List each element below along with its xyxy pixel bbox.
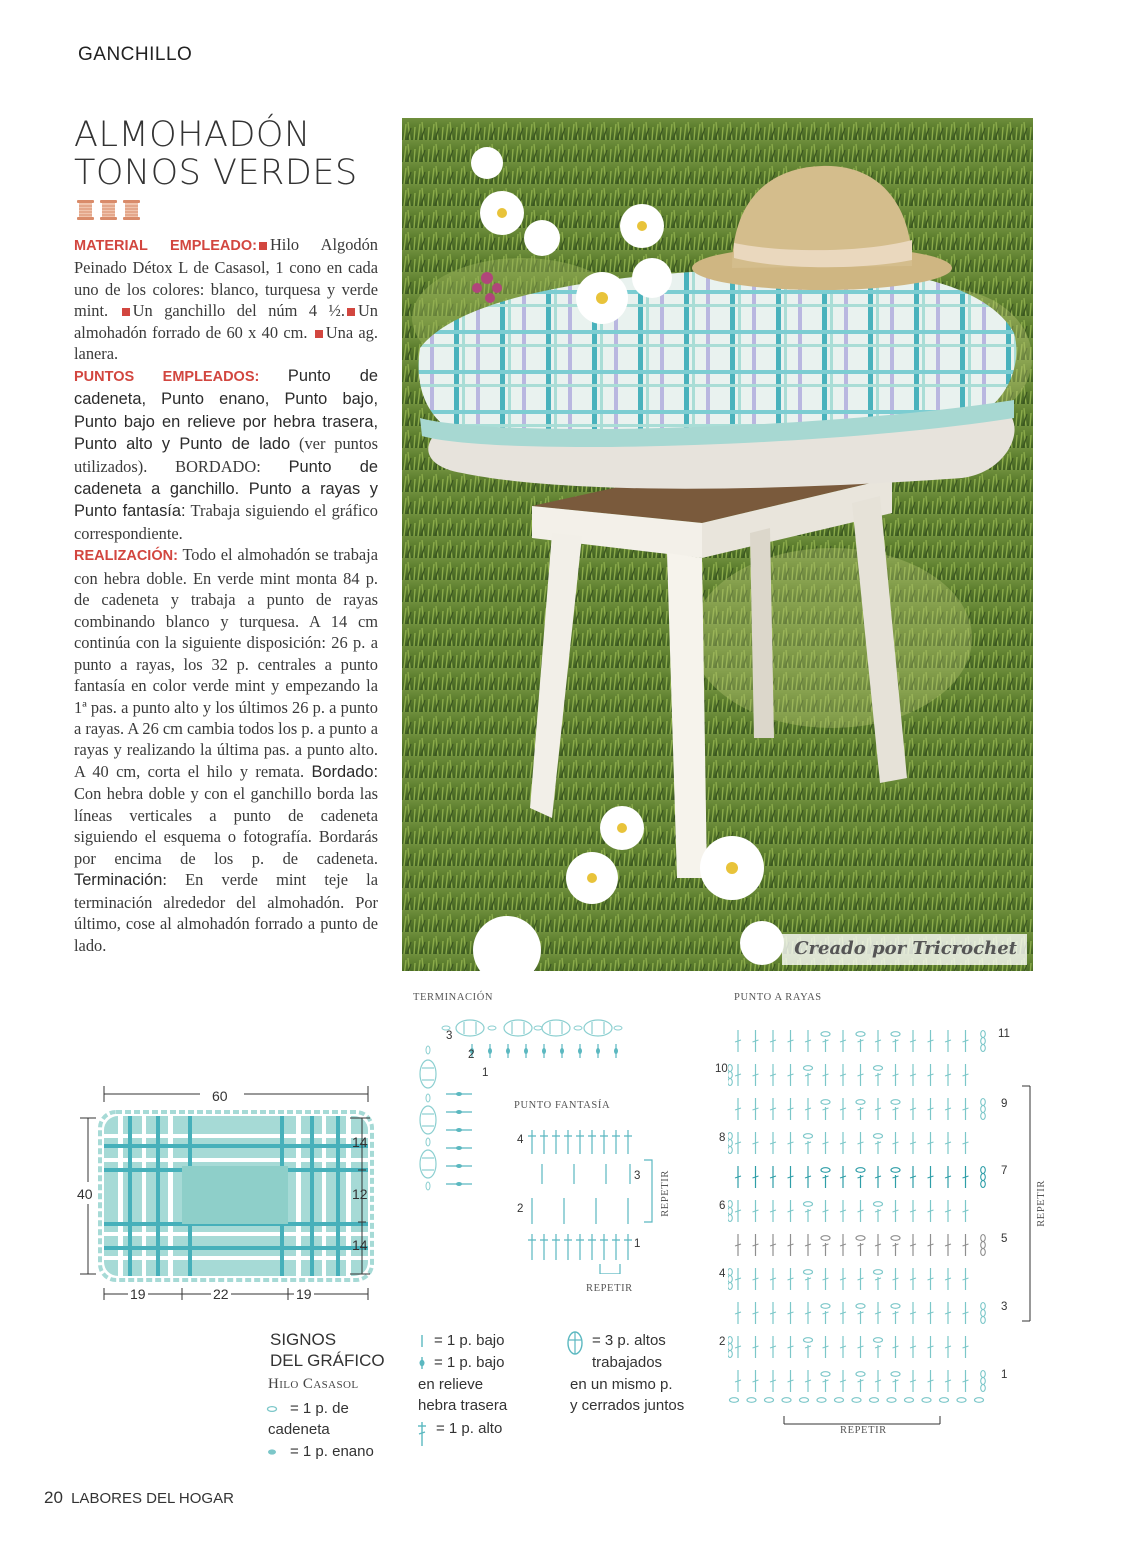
chain-stitch-mark [804, 1202, 813, 1207]
material-label: MATERIAL EMPLEADO: [74, 238, 257, 254]
puntos-list: Punto de cadeneta, Punto enano, Punto bajo, Punto bajo en relieve por hebra trasera, Punto alto y Punto de lado [74, 366, 378, 454]
fantasia-chart [526, 1124, 676, 1274]
turning-chain-mark [981, 1106, 986, 1113]
turning-chain-mark [981, 1378, 986, 1385]
thread-spool-icon [122, 199, 141, 221]
legend-title-line-2: DEL GRÁFICO [270, 1351, 385, 1370]
cluster-stitch-icon [566, 1330, 584, 1356]
foundation-chain-mark [975, 1398, 984, 1403]
chain-stitch-mark [821, 1032, 830, 1037]
legend-cadeneta: = 1 p. de [290, 1400, 349, 1417]
turning-chain-mark [728, 1276, 732, 1283]
chain-stitch-mark [874, 1134, 883, 1139]
chain-stitch-mark [821, 1100, 830, 1105]
title-line-2: TONOS VERDES [74, 153, 358, 193]
schema-right-dim-1: 14 [352, 1134, 368, 1150]
photo-credit: Creado por Tricrochet [782, 934, 1027, 965]
chain-stitch-mark [856, 1168, 865, 1173]
page-footer [44, 1488, 234, 1508]
terminacion-row-3: 3 [446, 1030, 453, 1042]
turning-chain-mark [981, 1235, 986, 1242]
turning-chain-mark [981, 1242, 986, 1249]
turning-chain-mark [981, 1371, 986, 1378]
rayas-row-4: 4 [719, 1268, 726, 1280]
chain-stitch-mark [821, 1168, 830, 1173]
turning-chain-mark [728, 1065, 732, 1072]
rayas-chart [728, 1016, 1048, 1436]
legend-alto: = 1 p. alto [436, 1420, 503, 1437]
turning-chain-mark [728, 1072, 732, 1079]
schema-right-dim-2: 12 [352, 1186, 368, 1202]
page-title [74, 116, 394, 192]
turning-chain-mark [981, 1174, 986, 1181]
legend-tres-altos: = 3 p. altos [592, 1332, 666, 1349]
turning-chain-mark [728, 1201, 732, 1208]
turning-chain-mark [981, 1113, 986, 1120]
chain-stitch-mark [891, 1100, 900, 1105]
turning-chain-mark [728, 1337, 732, 1344]
product-photo [402, 118, 1033, 971]
fantasia-row-4: 4 [517, 1134, 524, 1146]
fantasia-row-3: 3 [634, 1170, 641, 1182]
turning-chain-mark [981, 1038, 986, 1045]
rayas-row-6: 6 [719, 1200, 726, 1212]
legend-tres-altos-2: trabajados [592, 1354, 663, 1371]
foundation-chain-mark [957, 1398, 966, 1403]
fantasia-repeat-vertical: REPETIR [660, 1170, 671, 1217]
material-paragraph [74, 234, 378, 365]
turning-chain-mark [981, 1167, 986, 1174]
legend-tres-altos-4: y cerrados juntos [570, 1397, 685, 1414]
bullet-icon [347, 308, 355, 316]
foundation-chain-mark [835, 1398, 844, 1403]
realizacion-paragraph [74, 544, 378, 956]
legend-enano: = 1 p. enano [290, 1443, 374, 1460]
material-item-2: Un ganchillo del núm 4 ½. [132, 301, 345, 321]
terminacion-row-2: 2 [468, 1049, 475, 1061]
terminacion-row-1: 1 [482, 1067, 489, 1079]
fantasia-repeat-horizontal: REPETIR [586, 1283, 633, 1294]
chain-stitch-icon [266, 1405, 278, 1413]
schema-right-dim-3: 14 [352, 1237, 368, 1253]
thread-spool-icon [76, 199, 95, 221]
legend-title-line-1: SIGNOS [270, 1330, 337, 1349]
turning-chain-mark [981, 1181, 986, 1188]
rayas-row-2: 2 [719, 1336, 726, 1348]
single-crochet-icon [418, 1333, 426, 1349]
section-label: GANCHILLO [78, 44, 193, 65]
turning-chain-mark [728, 1283, 732, 1290]
bullet-icon [315, 330, 323, 338]
turning-chain-mark [981, 1031, 986, 1038]
turning-chain-mark [728, 1133, 732, 1140]
chain-stitch-mark [821, 1236, 830, 1241]
chain-stitch-mark [804, 1134, 813, 1139]
terminacion-inline-label: Terminación [74, 871, 163, 890]
instructions-text [74, 234, 378, 956]
foundation-chain-mark [800, 1398, 809, 1403]
chain-stitch-mark [891, 1236, 900, 1241]
realizacion-label: REALIZACIÓN: [74, 548, 178, 565]
rayas-repeat-vertical: REPETIR [1036, 1180, 1047, 1227]
chain-stitch-mark [874, 1066, 883, 1071]
fantasia-row-1: 1 [634, 1238, 641, 1250]
rayas-repeat-horizontal: REPETIR [840, 1425, 887, 1436]
chain-stitch-mark [856, 1372, 865, 1377]
foundation-chain-mark [817, 1398, 826, 1403]
material-item-3: Un almohadón forrado de 60 x 40 cm. [74, 301, 378, 342]
legend-bajo: = 1 p. bajo [434, 1332, 505, 1349]
chain-stitch-mark [891, 1168, 900, 1173]
chain-stitch-mark [856, 1304, 865, 1309]
rayas-chart-title: PUNTO A RAYAS [734, 992, 822, 1003]
puntos-note: (ver puntos utilizados). [74, 434, 378, 476]
turning-chain-mark [981, 1099, 986, 1106]
bordado-list: Punto de cadeneta a ganchillo. Punto a rayas y Punto fantasía: [74, 457, 378, 521]
fantasia-chart-title: PUNTO FANTASÍA [514, 1100, 611, 1111]
rayas-row-1: 1 [1001, 1369, 1008, 1381]
turning-chain-mark [728, 1351, 732, 1358]
turning-chain-mark [728, 1079, 732, 1086]
turning-chain-mark [981, 1317, 986, 1324]
material-item-1: Hilo Algodón Peinado Détox L de Casasol, 1 cono en cada uno de los colores: blanco, turquesa y verde mint. [74, 235, 378, 321]
turning-chain-mark [728, 1344, 732, 1351]
chain-stitch-mark [856, 1236, 865, 1241]
rayas-row-5: 5 [1001, 1233, 1008, 1245]
rayas-row-11: 11 [998, 1028, 1010, 1040]
legend-subtitle: Hilo Casasol [268, 1376, 359, 1392]
foundation-chain-mark [905, 1398, 914, 1403]
chain-stitch-mark [856, 1100, 865, 1105]
realizacion-text-1: Todo el almohadón se trabaja con hebra doble. En verde mint monta 84 p. de cadeneta y trabaja a punto de rayas combinando blanco y turquesa. A 14 cm continúa con la siguiente disposición: 26 p. a punto a rayas, los 32 p. centrales a punto fantasía en color verde mint y empezando la 1ª pas. a punto alto y los últimos 26 p. a punto a rayas. A 26 cm cambia todos los p. a punto a rayas y realizando la última pas. a punto alto. A 40 cm, corta el hilo y remata. [74, 545, 378, 781]
realizacion-text-3: : En verde mint teje la terminación alrededor del almohadón. Por último, cose al almohadón forrado a punto de lado. [74, 870, 378, 955]
turning-chain-mark [981, 1310, 986, 1317]
rayas-row-8: 8 [719, 1132, 726, 1144]
schema-bottom-dim-2: 22 [213, 1286, 229, 1302]
rayas-row-7: 7 [1001, 1165, 1008, 1177]
foundation-chain-mark [852, 1398, 861, 1403]
cushion-on-stool-illustration [402, 118, 1033, 971]
turning-chain-mark [728, 1208, 732, 1215]
legend-tres-altos-3: en un mismo p. [570, 1376, 673, 1393]
legend-cadeneta-2: cadeneta [268, 1421, 330, 1438]
bullet-icon [259, 242, 267, 250]
foundation-chain-mark [747, 1398, 756, 1403]
thread-spool-icon [99, 199, 118, 221]
turning-chain-mark [728, 1269, 732, 1276]
foundation-chain-mark [765, 1398, 774, 1403]
chain-stitch-mark [804, 1338, 813, 1343]
foundation-chain-mark [940, 1398, 949, 1403]
turning-chain-mark [981, 1249, 986, 1256]
page-number: 20 [44, 1488, 63, 1507]
turning-chain-mark [728, 1215, 732, 1222]
bullet-icon [122, 308, 130, 316]
legend-bajo-relieve-2: en relieve [418, 1376, 484, 1393]
turning-chain-mark [981, 1045, 986, 1052]
rayas-row-3: 3 [1001, 1301, 1008, 1313]
title-line-1: ALMOHADÓN [74, 115, 311, 155]
turning-chain-mark [981, 1303, 986, 1310]
chain-stitch-mark [804, 1270, 813, 1275]
chain-stitch-mark [874, 1270, 883, 1275]
puntos-paragraph [74, 365, 378, 545]
schema-bottom-dim-3: 19 [296, 1286, 312, 1302]
terminacion-chart-title: TERMINACIÓN [413, 992, 494, 1003]
chain-stitch-mark [891, 1372, 900, 1377]
schema-width-label: 60 [212, 1088, 228, 1104]
rayas-row-10: 10 [715, 1063, 728, 1075]
puntos-label: PUNTOS EMPLEADOS: [74, 368, 260, 385]
foundation-chain-mark [887, 1398, 896, 1403]
chain-stitch-mark [821, 1304, 830, 1309]
chain-stitch-mark [891, 1304, 900, 1309]
chain-stitch-mark [874, 1338, 883, 1343]
difficulty-rating [76, 199, 141, 221]
legend-bajo-relieve-3: hebra trasera [418, 1397, 508, 1414]
foundation-chain-mark [870, 1398, 879, 1403]
cushion-schema-diagram [70, 1082, 390, 1310]
fantasia-row-2: 2 [517, 1203, 524, 1215]
bordado-text: Trabaja siguiendo el gráfico correspondiente. [74, 501, 378, 543]
chain-stitch-mark [821, 1372, 830, 1377]
realizacion-text-2: Con hebra doble y con el ganchillo borda las líneas verticales a punto de cadeneta siguiendo el esquema o fotografía. Bordarás por encima de los p. de cadeneta. [74, 784, 378, 868]
foundation-chain-mark [922, 1398, 931, 1403]
turning-chain-mark [981, 1385, 986, 1392]
bordado-label: BORDADO: [175, 456, 261, 476]
turning-chain-mark [728, 1147, 732, 1154]
schema-height-label: 40 [77, 1186, 93, 1202]
material-item-4: Una ag. lanera. [74, 322, 378, 364]
foundation-chain-mark [730, 1398, 739, 1403]
slip-stitch-icon [266, 1448, 278, 1456]
rayas-row-9: 9 [1001, 1098, 1008, 1110]
foundation-chain-mark [782, 1398, 791, 1403]
legend-title [270, 1329, 385, 1371]
turning-chain-mark [728, 1140, 732, 1147]
schema-bottom-dim-1: 19 [130, 1286, 146, 1302]
bordado-inline-label: Bordado: [311, 762, 378, 781]
chain-stitch-mark [874, 1202, 883, 1207]
chain-stitch-mark [856, 1032, 865, 1037]
chain-stitch-mark [804, 1066, 813, 1071]
back-loop-single-icon [418, 1355, 426, 1371]
double-crochet-icon [416, 1420, 428, 1448]
magazine-name: LABORES DEL HOGAR [71, 1490, 234, 1507]
legend-bajo-relieve: = 1 p. bajo [434, 1354, 505, 1371]
chain-stitch-mark [891, 1032, 900, 1037]
